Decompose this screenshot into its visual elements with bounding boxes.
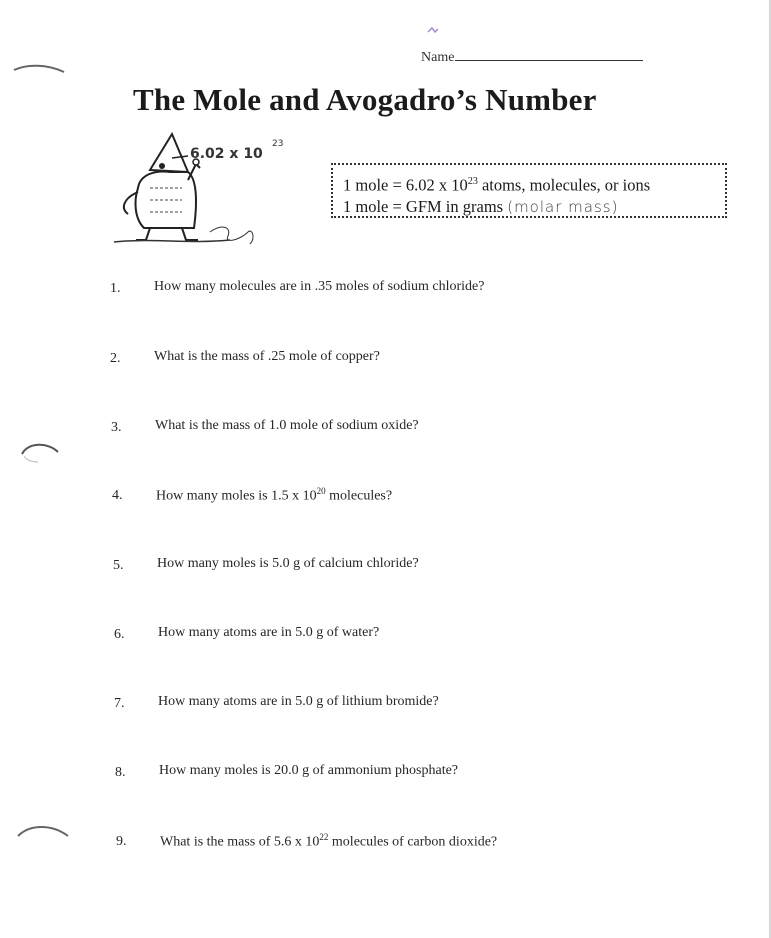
question-text: How many molecules are in .35 moles of sodium chloride? bbox=[154, 279, 485, 294]
handwritten-note: (molar mass) bbox=[507, 197, 619, 216]
question-text: How many moles is 5.0 g of calcium chloride? bbox=[157, 556, 419, 571]
name-blank-line[interactable] bbox=[455, 48, 643, 61]
cartoon-caption: 6.02 x 10 bbox=[190, 146, 263, 162]
question-text: How many moles is 1.5 x $10^{20}$ molecules? bbox=[156, 486, 393, 504]
question-text: How many moles is 20.0 g of ammonium phosphate? bbox=[159, 763, 459, 778]
question-text: What is the mass of 1.0 mole of sodium oxide? bbox=[155, 418, 419, 433]
question-text: How many atoms are in 5.0 g of water? bbox=[158, 625, 380, 640]
question-text: What is the mass of 5.6 x $10^{22}$ molecules of carbon dioxide? bbox=[160, 832, 498, 850]
cartoon-caption-exponent: 23 bbox=[272, 139, 284, 149]
punch-hole-mark bbox=[12, 58, 68, 80]
definition-line-2: 1 mole = GFM in grams (molar mass) bbox=[343, 196, 619, 216]
question-text: How many atoms are in 5.0 g of lithium bromide? bbox=[158, 694, 439, 709]
definition-line-1: 1 mole = 6.02 x $10^{23}$ atoms, molecules, or ions bbox=[343, 175, 651, 195]
name-field[interactable] bbox=[421, 48, 643, 66]
punch-hole-mark bbox=[18, 438, 62, 466]
ink-smudge bbox=[426, 26, 440, 36]
question-text: What is the mass of .25 mole of copper? bbox=[154, 349, 380, 364]
mole-definition-box bbox=[331, 163, 727, 218]
page-title: The Mole and Avogadro’s Number bbox=[133, 82, 597, 117]
punch-hole-mark bbox=[16, 820, 72, 848]
name-label: Name bbox=[421, 50, 455, 65]
worksheet-page: Name The Mole and Avogadro’s Number 6.02 x 10 23 1 mole = 6.02 x $10^{23}$ atoms, molecules, or ions 1 mole = GFM in grams (molar mass) 1. How many molecules are in .35 moles of sodium chloride? 2. What is the mass of .25 mole of copper? 3. What is the mass of 1.0 mole of sodium oxide? 4. How many moles is 1.5 x $10^{20}$ molecules? 5. How many moles is 5.0 g of calcium chloride? 6. How many atoms are in 5.0 g of water? 7. How many atoms are in 5.0 g of lithium bromide? 8. How many moles is 20.0 g of ammonium phosphate? 9. What is the mass of 5.6 x $10^{22}$ molecules of carbon dioxide? bbox=[0, 0, 771, 938]
mole-cartoon-illustration bbox=[110, 128, 290, 258]
